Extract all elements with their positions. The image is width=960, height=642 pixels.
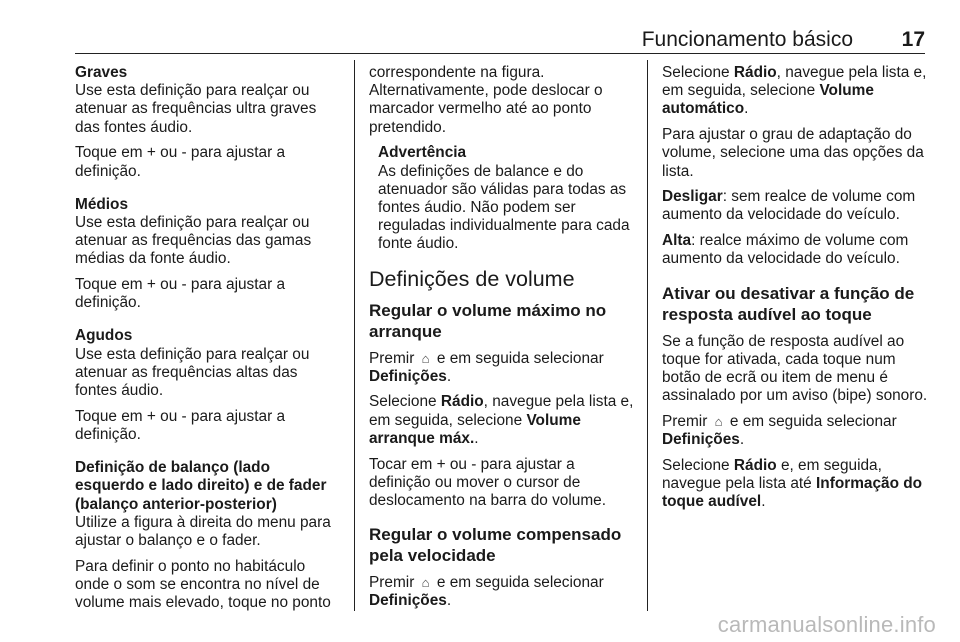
graves-touch: Toque em + ou - para ajustar a definição. bbox=[75, 144, 286, 180]
graves-desc: Use esta definição para realçar ou atenuar as frequências ultra graves das fontes áudio. bbox=[75, 82, 317, 136]
option-high: Alta: realce máximo de volume com aumento da velocidade do veículo. bbox=[662, 232, 909, 268]
column-3 bbox=[662, 64, 928, 519]
warning-note bbox=[378, 144, 635, 253]
option-off: Desligar: sem realce de volume com aumento da velocidade do veículo. bbox=[662, 188, 916, 224]
home-icon: ⌂ bbox=[714, 413, 723, 429]
home-icon: ⌂ bbox=[421, 575, 430, 591]
balance-point: Para definir o ponto no habitáculo onde o som se encontra no nível de volume mais elevado, toque no ponto bbox=[75, 557, 331, 612]
touch-response-heading: Ativar ou desativar a função de resposta audível ao toque bbox=[662, 283, 915, 324]
section-volume-heading: Definições de volume bbox=[369, 266, 575, 291]
column-divider-2 bbox=[647, 60, 648, 611]
column-1 bbox=[75, 64, 343, 620]
max-touch: Tocar em + ou - para ajustar a definição ou mover o cursor de deslocamento na barra do volume. bbox=[369, 455, 606, 509]
agudos-touch: Toque em + ou - para ajustar a definição. bbox=[75, 407, 286, 443]
agudos-title: Agudos bbox=[75, 327, 133, 345]
touch-response-desc: Se a função de resposta audível ao toque for ativada, cada toque num botão de ecrã ou item de menu é assinalado por um aviso (bipe) sonoro. bbox=[662, 332, 928, 405]
balance-title: Definição de balanço (lado esquerdo e lado direito) e de fader (balanço anterior-posterior) bbox=[75, 459, 327, 513]
medios-title: Médios bbox=[75, 195, 129, 213]
medios-touch: Toque em + ou - para ajustar a definição. bbox=[75, 276, 286, 312]
page-number: 17 bbox=[901, 28, 925, 51]
max-select: Selecione Rádio, navegue pela lista e, em seguida, selecione Volume arranque máx.. bbox=[369, 393, 634, 447]
warning-title: Advertência bbox=[378, 144, 467, 162]
max-press: Premir ⌂ e em seguida selecionar Definições. bbox=[369, 349, 604, 385]
header-rule bbox=[75, 53, 925, 54]
balance-cont: correspondente na figura. Alternativamente, pode deslocar o marcador vermelho até ao ponto pretendido. bbox=[369, 64, 603, 136]
watermark: carmanualsonline.info bbox=[717, 612, 936, 637]
header-title: Funcionamento básico bbox=[641, 28, 853, 51]
agudos-desc: Use esta definição para realçar ou atenuar as frequências altas das fontes áudio. bbox=[75, 345, 310, 400]
graves-title: Graves bbox=[75, 64, 128, 81]
max-volume-heading: Regular o volume máximo no arranque bbox=[369, 300, 607, 341]
auto-volume-select: Selecione Rádio, navegue pela lista e, em seguida, selecione Volume automático. bbox=[662, 64, 927, 118]
speed-press: Premir ⌂ e em seguida selecionar Definições. bbox=[369, 574, 604, 610]
auto-volume-adjust: Para ajustar o grau de adaptação do volume, selecione uma das opções da lista. bbox=[662, 126, 924, 180]
touch-press: Premir ⌂ e em seguida selecionar Definições. bbox=[662, 412, 897, 449]
speed-volume-heading: Regular o volume compensado pela velocidade bbox=[369, 525, 622, 566]
page-header bbox=[75, 26, 925, 54]
touch-select: Selecione Rádio e, em seguida, navegue pela lista até Informação do toque audível. bbox=[662, 456, 923, 511]
balance-desc: Utilize a figura à direita do menu para ajustar o balanço e o fader. bbox=[75, 513, 331, 549]
warning-text: As definições de balance e do atenuador são válidas para todas as fontes áudio. Não podem ser reguladas individualmente para cada fonte áudio. bbox=[378, 162, 630, 253]
column-2 bbox=[369, 64, 635, 618]
home-icon: ⌂ bbox=[421, 350, 430, 366]
column-divider-1 bbox=[354, 60, 355, 611]
medios-desc: Use esta definição para realçar ou atenuar as frequências das gamas médias da fonte áudio. bbox=[75, 213, 312, 268]
